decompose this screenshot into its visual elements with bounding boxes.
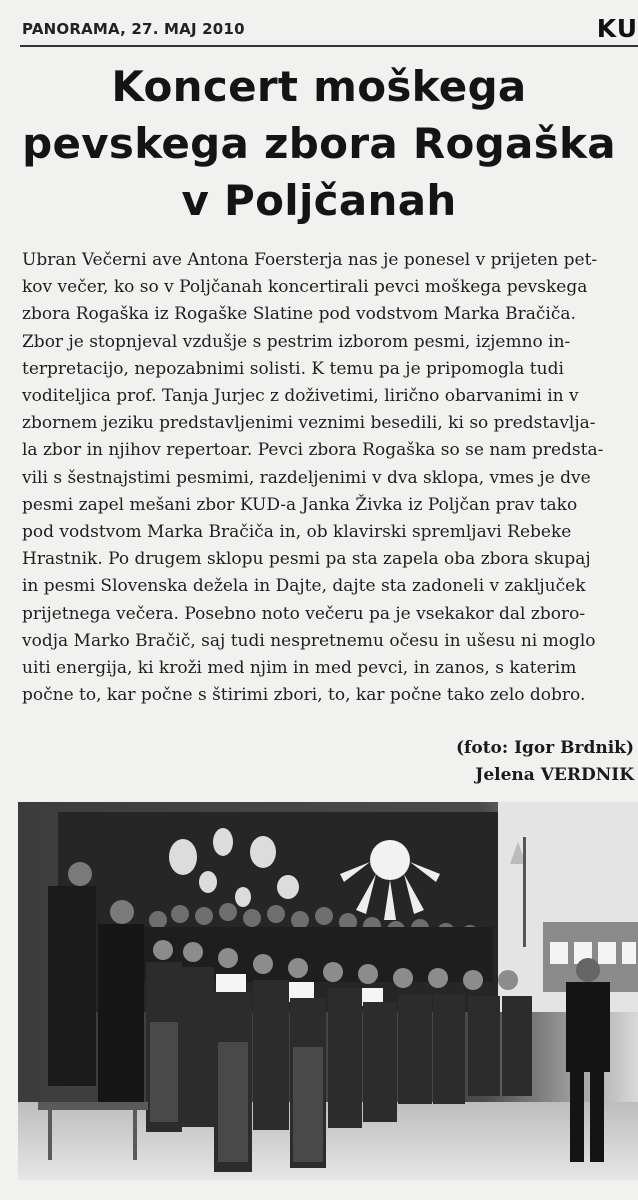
body-line: pod vodstvom Marka Bračiča in, ob klavirski spremljavi Rebeke	[22, 522, 572, 543]
body-line: počne to, kar počne s štirimi zbori, to, kar počne tako zelo dobro.	[22, 685, 586, 706]
body-line: zbora Rogaška iz Rogaške Slatine pod vodstvom Marka Bračiča.	[22, 304, 576, 325]
body-line: pesmi zapel mešani zbor KUD-a Janka Živka iz Poljčan prav tako	[22, 494, 578, 515]
body-line: uiti energija, ki kroži med njim in med pevci, in zanos, s katerim	[22, 658, 577, 679]
author-name: Jelena VERDNIK	[475, 765, 634, 785]
body-line: terpretacijo, nepozabnimi solisti. K temu pa je pripomogla tudi	[22, 358, 564, 379]
body-line: prijetnega večera. Posebno noto večeru pa je vsekakor dal zboro-	[22, 603, 586, 624]
body-line: Zbor je stopnjeval vzdušje s pestrim izborom pesmi, izjemno in-	[22, 331, 571, 352]
title-line: Koncert moškega	[111, 62, 527, 111]
section-label: KU	[596, 14, 638, 43]
body-line: la zbor in njihov repertoar. Pevci zbora Rogaška so se nam predsta-	[22, 440, 604, 461]
body-line: vili s šestnajstimi pesmimi, razdeljenimi v dva sklopa, vmes je dve	[22, 467, 591, 488]
article-credit	[456, 735, 634, 789]
body-line: Hrastnik. Po drugem sklopu pesmi pa sta zapela oba zbora skupaj	[22, 549, 591, 570]
page-header	[0, 0, 638, 50]
title-line: pevskega zbora Rogaška	[22, 119, 616, 168]
article-title	[0, 58, 638, 229]
body-line: in pesmi Slovenska dežela in Dajte, dajte sta zadoneli v zaključek	[22, 576, 586, 597]
body-line: vodja Marko Bračič, saj tudi nespretnemu očesu in ušesu ni moglo	[22, 630, 596, 651]
header-rule	[20, 45, 638, 47]
body-line: voditeljica prof. Tanja Jurjec z doživetimi, lirično obarvanimi in v	[22, 386, 579, 407]
body-line: kov večer, ko so v Poljčanah koncertirali pevci moškega pevskega	[22, 277, 588, 298]
choir-concert-photo	[18, 802, 638, 1180]
article-body	[22, 247, 638, 709]
publication-date: PANORAMA, 27. MAJ 2010	[22, 20, 245, 38]
title-line: v Poljčanah	[181, 176, 457, 225]
photo-credit: (foto: Igor Brdnik)	[456, 738, 634, 758]
body-line: zbornem jeziku predstavljenimi veznimi besedili, ki so predstavlja-	[22, 413, 596, 434]
body-line: Ubran Večerni ave Antona Foersterja nas je ponesel v prijeten pet-	[22, 250, 598, 270]
